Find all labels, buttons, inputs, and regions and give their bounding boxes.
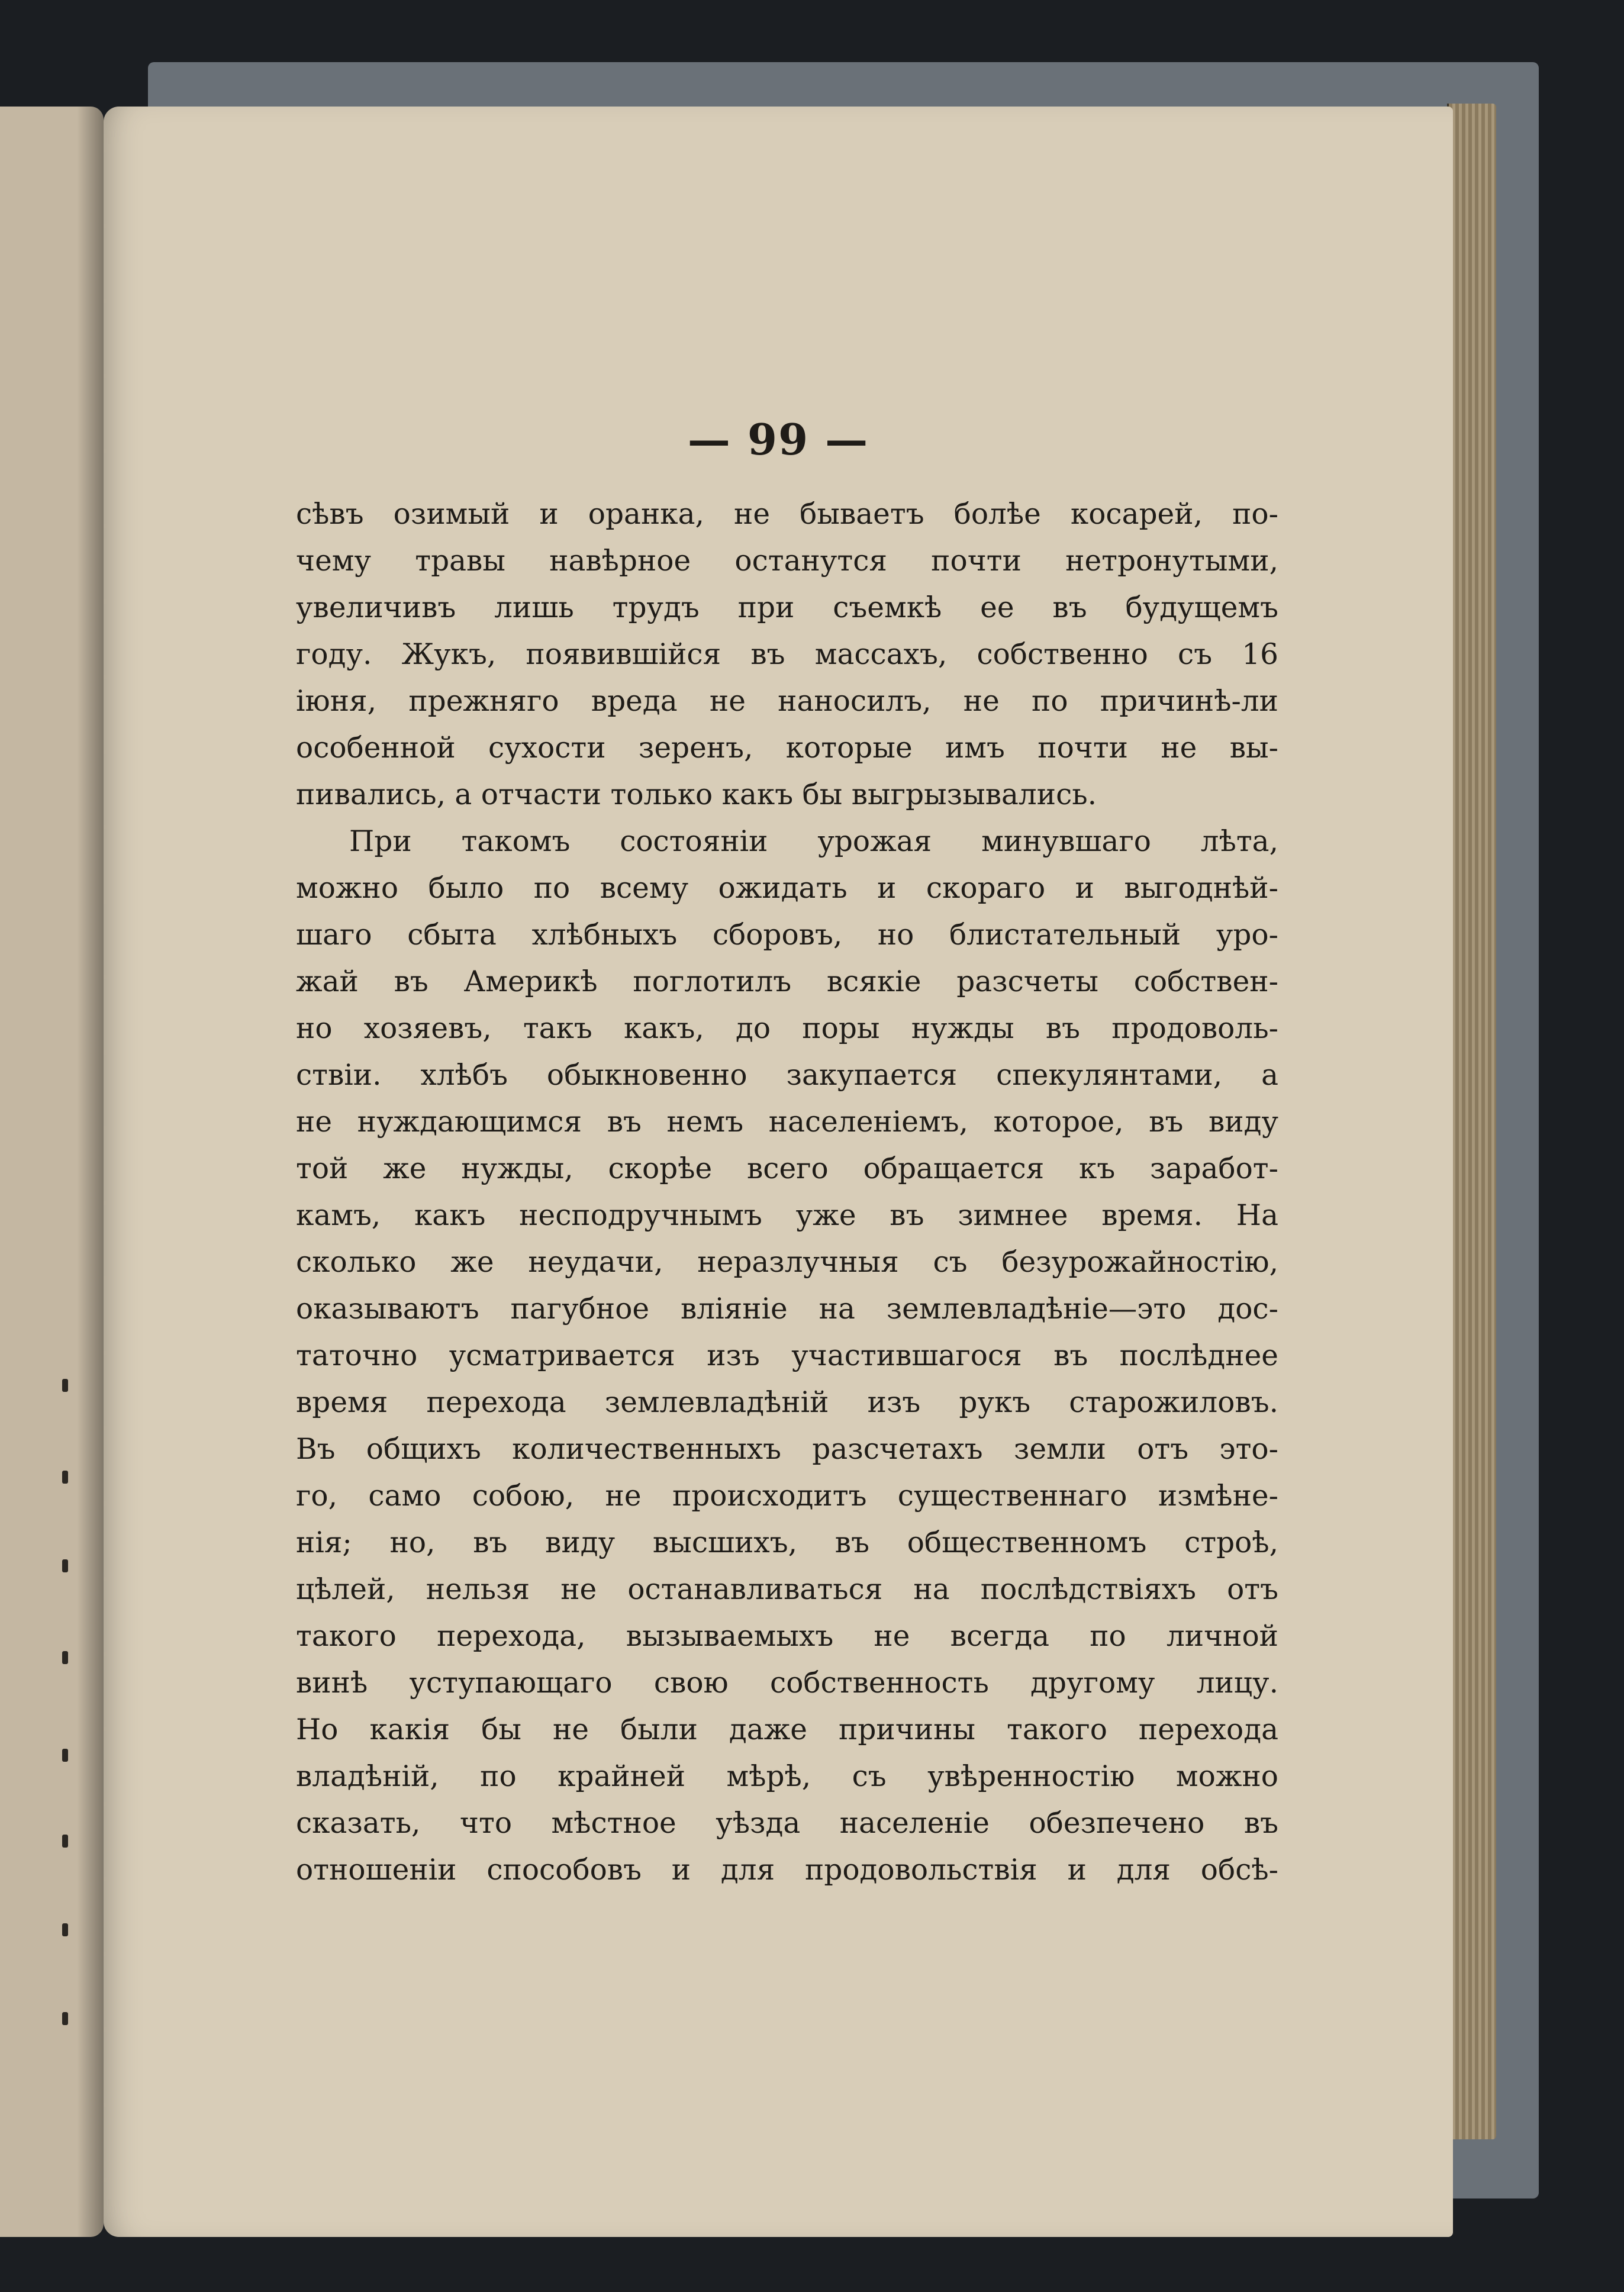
text-line: Въ общихъ количественныхъ разсчетахъ земли отъ это- — [296, 1433, 1278, 1466]
bleed-through-mark — [62, 1379, 68, 1392]
text-line: камъ, какъ несподручнымъ уже въ зимнее время. На — [296, 1199, 1278, 1232]
text-line: но хозяевъ, такъ какъ, до поры нужды въ продоволь- — [296, 1012, 1278, 1045]
text-line: увеличивъ лишь трудъ при съемкѣ ее въ будущемъ — [296, 591, 1278, 624]
text-line: владѣній, по крайней мѣрѣ, съ увѣренностію можно — [296, 1760, 1278, 1793]
text-line: сѣвъ озимый и оранка, не бываетъ болѣе косарей, по- — [296, 498, 1278, 531]
text-line: можно было по всему ожидать и скораго и выгоднѣй- — [296, 872, 1278, 905]
text-line: особенной сухости зеренъ, которые имъ почти не вы- — [296, 731, 1278, 765]
bleed-through-mark — [62, 1749, 68, 1762]
text-line: го, само собою, не происходитъ существеннаго измѣне- — [296, 1479, 1278, 1513]
text-line: сколько же неудачи, неразлучныя съ безурожайностію, — [296, 1246, 1278, 1279]
text-line: таточно усматривается изъ участившагося въ послѣднее — [296, 1339, 1278, 1372]
text-line: шаго сбыта хлѣбныхъ сборовъ, но блистательный уро- — [296, 918, 1278, 952]
text-line: время перехода землевладѣній изъ рукъ старожиловъ. — [296, 1386, 1278, 1419]
text-line: Но какія бы не были даже причины такого перехода — [296, 1713, 1278, 1746]
book-page — [104, 107, 1453, 2237]
text-line: ствіи. хлѣбъ обыкновенно закупается спекулянтами, а — [296, 1059, 1278, 1092]
text-line: жай въ Америкѣ поглотилъ всякіе разсчеты собствен- — [296, 965, 1278, 998]
left-page-edge — [0, 107, 104, 2237]
text-line: сказать, что мѣстное уѣзда населеніе обезпечено въ — [296, 1807, 1278, 1840]
bleed-through-mark — [62, 1651, 68, 1664]
text-line: оказываютъ пагубное вліяніе на землевладѣніе—это дос- — [296, 1292, 1278, 1326]
text-line: отношеніи способовъ и для продовольствія и для обсѣ- — [296, 1853, 1278, 1887]
page-fore-edge — [1447, 104, 1496, 2139]
text-line: той же нужды, скорѣе всего обращается къ заработ- — [296, 1152, 1278, 1185]
text-line: такого перехода, вызываемыхъ не всегда по личной — [296, 1620, 1278, 1653]
text-line: чему травы навѣрное останутся почти нетронутыми, — [296, 544, 1278, 578]
text-line: іюня, прежняго вреда не наносилъ, не по причинѣ-ли — [296, 685, 1278, 718]
text-line: винѣ уступающаго свою собственность другому лицу. — [296, 1666, 1278, 1700]
bleed-through-mark — [62, 1835, 68, 1848]
text-line: пивались, а отчасти только какъ бы выгрызывались. — [296, 778, 1097, 811]
page-number: — 99 — — [687, 414, 869, 465]
bleed-through-mark — [62, 1559, 68, 1572]
text-line: году. Жукъ, появившійся въ массахъ, собственно съ 16 — [296, 638, 1278, 671]
paragraph-first-line: При такомъ состояніи урожая минувшаго лѣта, — [349, 825, 1278, 858]
text-line: нія; но, въ виду высшихъ, въ общественномъ строѣ, — [296, 1526, 1278, 1559]
bleed-through-mark — [62, 2012, 68, 2025]
text-line: не нуждающимся въ немъ населеніемъ, которое, въ виду — [296, 1105, 1278, 1139]
text-line: цѣлей, нельзя не останавливаться на послѣдствіяхъ отъ — [296, 1573, 1278, 1606]
bleed-through-mark — [62, 1471, 68, 1484]
left-page-gutter — [77, 107, 104, 2237]
bleed-through-mark — [62, 1923, 68, 1936]
text-block — [296, 491, 1278, 1894]
